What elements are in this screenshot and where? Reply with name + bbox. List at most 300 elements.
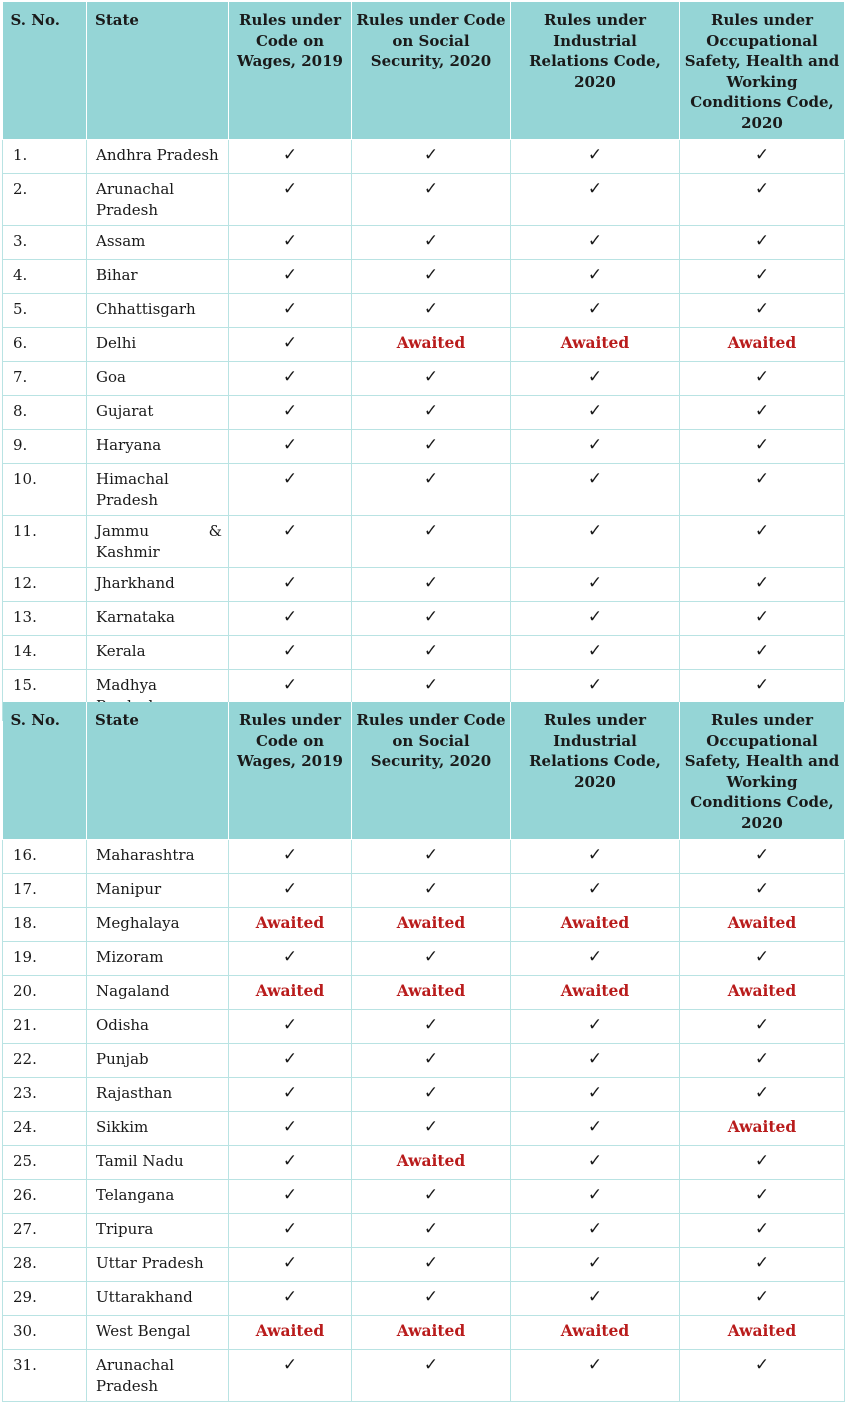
wages-status-cell bbox=[229, 328, 352, 362]
osh-status-cell bbox=[680, 1078, 845, 1112]
social-security-status-cell bbox=[352, 602, 511, 636]
table-row bbox=[3, 1316, 845, 1350]
checkmark-icon: ✓ bbox=[754, 947, 770, 967]
checkmark-icon: ✓ bbox=[587, 469, 603, 489]
osh-status-cell bbox=[680, 464, 845, 516]
osh-status-cell bbox=[680, 396, 845, 430]
table-row bbox=[3, 516, 845, 568]
checkmark-icon: ✓ bbox=[423, 573, 439, 593]
checkmark-icon: ✓ bbox=[282, 1185, 298, 1205]
wages-status-cell bbox=[229, 140, 352, 174]
industrial-relations-status-cell bbox=[511, 1010, 680, 1044]
industrial-relations-status-cell bbox=[511, 1350, 680, 1402]
serial-number-cell: 4. bbox=[3, 260, 87, 294]
table-row bbox=[3, 1112, 845, 1146]
wages-status-cell bbox=[229, 464, 352, 516]
serial-number-cell: 3. bbox=[3, 226, 87, 260]
industrial-relations-status-cell bbox=[511, 174, 680, 226]
checkmark-icon: ✓ bbox=[282, 573, 298, 593]
checkmark-icon: ✓ bbox=[423, 1287, 439, 1307]
table-row bbox=[3, 874, 845, 908]
osh-status-cell bbox=[680, 362, 845, 396]
osh-status-cell bbox=[680, 140, 845, 174]
wages-status-cell bbox=[229, 874, 352, 908]
state-name-cell: Rajasthan bbox=[87, 1078, 229, 1112]
industrial-relations-status-cell bbox=[511, 1146, 680, 1180]
awaited-status: Awaited bbox=[396, 981, 466, 1000]
table-row bbox=[3, 636, 845, 670]
checkmark-icon: ✓ bbox=[587, 879, 603, 899]
state-name-cell: Maharashtra bbox=[87, 840, 229, 874]
checkmark-icon: ✓ bbox=[587, 1253, 603, 1273]
checkmark-icon: ✓ bbox=[282, 1151, 298, 1171]
state-name-cell: Nagaland bbox=[87, 976, 229, 1010]
state-name-cell: Jammu & Kashmir bbox=[87, 516, 229, 568]
industrial-relations-status-cell bbox=[511, 908, 680, 942]
state-name-cell: Meghalaya bbox=[87, 908, 229, 942]
state-name-cell: Madhya bbox=[87, 670, 229, 721]
wages-status-cell bbox=[229, 396, 352, 430]
wages-status-cell bbox=[229, 568, 352, 602]
checkmark-icon: ✓ bbox=[587, 435, 603, 455]
industrial-relations-status-cell bbox=[511, 874, 680, 908]
osh-status-cell bbox=[680, 1112, 845, 1146]
checkmark-icon: ✓ bbox=[587, 1151, 603, 1171]
industrial-relations-status-cell bbox=[511, 294, 680, 328]
checkmark-icon: ✓ bbox=[754, 1355, 770, 1375]
osh-status-cell bbox=[680, 226, 845, 260]
industrial-relations-status-cell bbox=[511, 1112, 680, 1146]
social-security-status-cell bbox=[352, 942, 511, 976]
checkmark-icon: ✓ bbox=[423, 1355, 439, 1375]
serial-number-cell: 18. bbox=[3, 908, 87, 942]
awaited-status: Awaited bbox=[727, 913, 797, 932]
state-name-cell: Kerala bbox=[87, 636, 229, 670]
table-row bbox=[3, 464, 845, 516]
table-header-row bbox=[3, 2, 845, 140]
state-name-cell: Bihar bbox=[87, 260, 229, 294]
checkmark-icon: ✓ bbox=[282, 1219, 298, 1239]
header-industrial-relations: Rules under Industrial Relations Code, 2020 bbox=[511, 2, 680, 140]
awaited-status: Awaited bbox=[396, 1321, 466, 1340]
checkmark-icon: ✓ bbox=[423, 521, 439, 541]
wages-status-cell bbox=[229, 1350, 352, 1402]
serial-number-cell: 15. bbox=[3, 670, 87, 721]
serial-number-cell: 24. bbox=[3, 1112, 87, 1146]
awaited-status: Awaited bbox=[727, 981, 797, 1000]
table-row bbox=[3, 362, 845, 396]
wages-status-cell bbox=[229, 636, 352, 670]
industrial-relations-status-cell bbox=[511, 396, 680, 430]
table-row bbox=[3, 942, 845, 976]
checkmark-icon: ✓ bbox=[282, 299, 298, 319]
wages-status-cell bbox=[229, 362, 352, 396]
serial-number-cell: 13. bbox=[3, 602, 87, 636]
table-row bbox=[3, 1350, 845, 1402]
checkmark-icon: ✓ bbox=[587, 845, 603, 865]
table-row bbox=[3, 1248, 845, 1282]
osh-status-cell bbox=[680, 874, 845, 908]
industrial-relations-status-cell bbox=[511, 1044, 680, 1078]
social-security-status-cell bbox=[352, 840, 511, 874]
social-security-status-cell bbox=[352, 874, 511, 908]
checkmark-icon: ✓ bbox=[587, 145, 603, 165]
checkmark-icon: ✓ bbox=[282, 367, 298, 387]
wages-status-cell bbox=[229, 294, 352, 328]
social-security-status-cell bbox=[352, 260, 511, 294]
industrial-relations-status-cell bbox=[511, 1248, 680, 1282]
table-row bbox=[3, 602, 845, 636]
osh-status-cell bbox=[680, 908, 845, 942]
header-osh: Rules under Occupational Safety, Health and Working Conditions Code, 2020 bbox=[680, 2, 845, 140]
checkmark-icon: ✓ bbox=[754, 521, 770, 541]
serial-number-cell: 9. bbox=[3, 430, 87, 464]
checkmark-icon: ✓ bbox=[754, 299, 770, 319]
awaited-status: Awaited bbox=[727, 1321, 797, 1340]
state-name-cell: Goa bbox=[87, 362, 229, 396]
checkmark-icon: ✓ bbox=[587, 1117, 603, 1137]
checkmark-icon: ✓ bbox=[587, 675, 603, 695]
wages-status-cell bbox=[229, 226, 352, 260]
wages-status-cell bbox=[229, 1044, 352, 1078]
checkmark-icon: ✓ bbox=[587, 1287, 603, 1307]
checkmark-icon: ✓ bbox=[282, 1015, 298, 1035]
industrial-relations-status-cell bbox=[511, 568, 680, 602]
awaited-status: Awaited bbox=[727, 333, 797, 352]
wages-status-cell bbox=[229, 1214, 352, 1248]
osh-status-cell bbox=[680, 1214, 845, 1248]
header-sno: S. No. bbox=[3, 2, 87, 140]
checkmark-icon: ✓ bbox=[587, 573, 603, 593]
checkmark-icon: ✓ bbox=[423, 1219, 439, 1239]
checkmark-icon: ✓ bbox=[587, 231, 603, 251]
checkmark-icon: ✓ bbox=[282, 607, 298, 627]
checkmark-icon: ✓ bbox=[754, 265, 770, 285]
table-body-part-2 bbox=[3, 840, 845, 1402]
industrial-relations-status-cell bbox=[511, 260, 680, 294]
table-row bbox=[3, 976, 845, 1010]
wages-status-cell bbox=[229, 840, 352, 874]
state-name-cell: Chhattisgarh bbox=[87, 294, 229, 328]
state-name-cell: Assam bbox=[87, 226, 229, 260]
osh-status-cell bbox=[680, 1282, 845, 1316]
osh-status-cell bbox=[680, 942, 845, 976]
social-security-status-cell bbox=[352, 294, 511, 328]
checkmark-icon: ✓ bbox=[587, 265, 603, 285]
serial-number-cell: 20. bbox=[3, 976, 87, 1010]
serial-number-cell: 17. bbox=[3, 874, 87, 908]
checkmark-icon: ✓ bbox=[282, 469, 298, 489]
checkmark-icon: ✓ bbox=[754, 1015, 770, 1035]
awaited-status: Awaited bbox=[255, 913, 325, 932]
social-security-status-cell bbox=[352, 1248, 511, 1282]
social-security-status-cell bbox=[352, 568, 511, 602]
wages-status-cell bbox=[229, 1180, 352, 1214]
industrial-relations-status-cell bbox=[511, 1282, 680, 1316]
wages-status-cell bbox=[229, 908, 352, 942]
state-name-cell: Mizoram bbox=[87, 942, 229, 976]
state-name-cell: Uttarakhand bbox=[87, 1282, 229, 1316]
social-security-status-cell bbox=[352, 430, 511, 464]
serial-number-cell: 11. bbox=[3, 516, 87, 568]
serial-number-cell: 25. bbox=[3, 1146, 87, 1180]
checkmark-icon: ✓ bbox=[587, 521, 603, 541]
industrial-relations-status-cell bbox=[511, 516, 680, 568]
serial-number-cell: 31. bbox=[3, 1350, 87, 1402]
checkmark-icon: ✓ bbox=[423, 879, 439, 899]
osh-status-cell bbox=[680, 568, 845, 602]
checkmark-icon: ✓ bbox=[282, 879, 298, 899]
serial-number-cell: 1. bbox=[3, 140, 87, 174]
osh-status-cell bbox=[680, 1316, 845, 1350]
checkmark-icon: ✓ bbox=[754, 573, 770, 593]
state-name-cell: Jharkhand bbox=[87, 568, 229, 602]
checkmark-icon: ✓ bbox=[423, 1253, 439, 1273]
checkmark-icon: ✓ bbox=[423, 1185, 439, 1205]
checkmark-icon: ✓ bbox=[282, 401, 298, 421]
checkmark-icon: ✓ bbox=[423, 299, 439, 319]
osh-status-cell bbox=[680, 976, 845, 1010]
wages-status-cell bbox=[229, 430, 352, 464]
checkmark-icon: ✓ bbox=[423, 179, 439, 199]
checkmark-icon: ✓ bbox=[423, 435, 439, 455]
social-security-status-cell bbox=[352, 362, 511, 396]
header-state: State bbox=[87, 2, 229, 140]
social-security-status-cell bbox=[352, 1078, 511, 1112]
social-security-status-cell bbox=[352, 464, 511, 516]
industrial-relations-status-cell bbox=[511, 1180, 680, 1214]
checkmark-icon: ✓ bbox=[754, 179, 770, 199]
social-security-status-cell bbox=[352, 1010, 511, 1044]
checkmark-icon: ✓ bbox=[423, 947, 439, 967]
checkmark-icon: ✓ bbox=[423, 367, 439, 387]
social-security-status-cell bbox=[352, 636, 511, 670]
osh-status-cell bbox=[680, 328, 845, 362]
table-row bbox=[3, 1010, 845, 1044]
industrial-relations-status-cell bbox=[511, 328, 680, 362]
serial-number-cell: 5. bbox=[3, 294, 87, 328]
header-social-security: Rules under Code on Social Security, 2020 bbox=[352, 2, 511, 140]
checkmark-icon: ✓ bbox=[282, 265, 298, 285]
osh-status-cell bbox=[680, 602, 845, 636]
social-security-status-cell bbox=[352, 1350, 511, 1402]
industrial-relations-status-cell bbox=[511, 1316, 680, 1350]
checkmark-icon: ✓ bbox=[754, 145, 770, 165]
wages-status-cell bbox=[229, 1282, 352, 1316]
table-row bbox=[3, 260, 845, 294]
checkmark-icon: ✓ bbox=[587, 641, 603, 661]
table-row bbox=[3, 908, 845, 942]
state-name-cell: Arunachal Pradesh bbox=[87, 1350, 229, 1402]
serial-number-cell: 8. bbox=[3, 396, 87, 430]
checkmark-icon: ✓ bbox=[754, 845, 770, 865]
table-row bbox=[3, 1214, 845, 1248]
checkmark-icon: ✓ bbox=[587, 367, 603, 387]
serial-number-cell: 28. bbox=[3, 1248, 87, 1282]
checkmark-icon: ✓ bbox=[754, 879, 770, 899]
awaited-status: Awaited bbox=[560, 913, 630, 932]
social-security-status-cell bbox=[352, 1112, 511, 1146]
table-row bbox=[3, 174, 845, 226]
serial-number-cell: 6. bbox=[3, 328, 87, 362]
wages-status-cell bbox=[229, 1010, 352, 1044]
checkmark-icon: ✓ bbox=[587, 299, 603, 319]
state-name-cell: Gujarat bbox=[87, 396, 229, 430]
checkmark-icon: ✓ bbox=[754, 401, 770, 421]
osh-status-cell bbox=[680, 1350, 845, 1402]
industrial-relations-status-cell bbox=[511, 1078, 680, 1112]
table-row bbox=[3, 1146, 845, 1180]
checkmark-icon: ✓ bbox=[282, 641, 298, 661]
serial-number-cell: 16. bbox=[3, 840, 87, 874]
checkmark-icon: ✓ bbox=[587, 1355, 603, 1375]
serial-number-cell: 7. bbox=[3, 362, 87, 396]
checkmark-icon: ✓ bbox=[754, 367, 770, 387]
industrial-relations-status-cell bbox=[511, 362, 680, 396]
serial-number-cell: 22. bbox=[3, 1044, 87, 1078]
checkmark-icon: ✓ bbox=[754, 435, 770, 455]
checkmark-icon: ✓ bbox=[423, 1015, 439, 1035]
checkmark-icon: ✓ bbox=[282, 1083, 298, 1103]
rules-status-table-part-1 bbox=[2, 2, 845, 721]
checkmark-icon: ✓ bbox=[282, 333, 298, 353]
serial-number-cell: 29. bbox=[3, 1282, 87, 1316]
wages-status-cell bbox=[229, 1316, 352, 1350]
social-security-status-cell bbox=[352, 516, 511, 568]
checkmark-icon: ✓ bbox=[423, 1083, 439, 1103]
checkmark-icon: ✓ bbox=[754, 469, 770, 489]
checkmark-icon: ✓ bbox=[423, 845, 439, 865]
social-security-status-cell bbox=[352, 226, 511, 260]
state-name-cell: Karnataka bbox=[87, 602, 229, 636]
state-name-cell: Himachal Pradesh bbox=[87, 464, 229, 516]
serial-number-cell: 2. bbox=[3, 174, 87, 226]
state-name-cell: Haryana bbox=[87, 430, 229, 464]
wages-status-cell bbox=[229, 174, 352, 226]
state-name-cell: Andhra Pradesh bbox=[87, 140, 229, 174]
wages-status-cell bbox=[229, 1112, 352, 1146]
osh-status-cell bbox=[680, 1044, 845, 1078]
checkmark-icon: ✓ bbox=[754, 1151, 770, 1171]
table-row bbox=[3, 1282, 845, 1316]
social-security-status-cell bbox=[352, 1180, 511, 1214]
table-row bbox=[3, 568, 845, 602]
checkmark-icon: ✓ bbox=[423, 675, 439, 695]
table-row bbox=[3, 430, 845, 464]
checkmark-icon: ✓ bbox=[754, 1219, 770, 1239]
checkmark-icon: ✓ bbox=[754, 641, 770, 661]
checkmark-icon: ✓ bbox=[423, 607, 439, 627]
serial-number-cell: 14. bbox=[3, 636, 87, 670]
social-security-status-cell bbox=[352, 140, 511, 174]
awaited-status: Awaited bbox=[560, 333, 630, 352]
checkmark-icon: ✓ bbox=[423, 401, 439, 421]
checkmark-icon: ✓ bbox=[282, 435, 298, 455]
checkmark-icon: ✓ bbox=[754, 231, 770, 251]
osh-status-cell bbox=[680, 1010, 845, 1044]
osh-status-cell bbox=[680, 260, 845, 294]
industrial-relations-status-cell bbox=[511, 430, 680, 464]
checkmark-icon: ✓ bbox=[282, 1117, 298, 1137]
checkmark-icon: ✓ bbox=[282, 231, 298, 251]
checkmark-icon: ✓ bbox=[754, 1253, 770, 1273]
social-security-status-cell bbox=[352, 1282, 511, 1316]
table-row bbox=[3, 1078, 845, 1112]
table-body-part-1 bbox=[3, 140, 845, 721]
industrial-relations-status-cell bbox=[511, 942, 680, 976]
state-name-cell: West Bengal bbox=[87, 1316, 229, 1350]
header-wages: Rules under Code on Wages, 2019 bbox=[229, 702, 352, 840]
osh-status-cell bbox=[680, 516, 845, 568]
awaited-status: Awaited bbox=[396, 1151, 466, 1170]
industrial-relations-status-cell bbox=[511, 840, 680, 874]
checkmark-icon: ✓ bbox=[587, 1015, 603, 1035]
checkmark-icon: ✓ bbox=[423, 231, 439, 251]
social-security-status-cell bbox=[352, 1044, 511, 1078]
wages-status-cell bbox=[229, 942, 352, 976]
table-row bbox=[3, 840, 845, 874]
serial-number-cell: 30. bbox=[3, 1316, 87, 1350]
table-row bbox=[3, 1044, 845, 1078]
checkmark-icon: ✓ bbox=[282, 1355, 298, 1375]
awaited-status: Awaited bbox=[396, 333, 466, 352]
social-security-status-cell bbox=[352, 174, 511, 226]
header-osh: Rules under Occupational Safety, Health and Working Conditions Code, 2020 bbox=[680, 702, 845, 840]
wages-status-cell bbox=[229, 1248, 352, 1282]
industrial-relations-status-cell bbox=[511, 1214, 680, 1248]
checkmark-icon: ✓ bbox=[423, 145, 439, 165]
state-name-cell: Manipur bbox=[87, 874, 229, 908]
table-row bbox=[3, 294, 845, 328]
header-state: State bbox=[87, 702, 229, 840]
industrial-relations-status-cell bbox=[511, 602, 680, 636]
checkmark-icon: ✓ bbox=[587, 1185, 603, 1205]
checkmark-icon: ✓ bbox=[282, 521, 298, 541]
checkmark-icon: ✓ bbox=[423, 265, 439, 285]
checkmark-icon: ✓ bbox=[587, 401, 603, 421]
header-social-security: Rules under Code on Social Security, 2020 bbox=[352, 702, 511, 840]
header-industrial-relations: Rules under Industrial Relations Code, 2020 bbox=[511, 702, 680, 840]
social-security-status-cell bbox=[352, 1146, 511, 1180]
state-name-cell: Sikkim bbox=[87, 1112, 229, 1146]
table-row bbox=[3, 396, 845, 430]
checkmark-icon: ✓ bbox=[282, 1287, 298, 1307]
wages-status-cell bbox=[229, 516, 352, 568]
social-security-status-cell bbox=[352, 1316, 511, 1350]
checkmark-icon: ✓ bbox=[282, 145, 298, 165]
checkmark-icon: ✓ bbox=[754, 675, 770, 695]
serial-number-cell: 26. bbox=[3, 1180, 87, 1214]
state-name-cell: Uttar Pradesh bbox=[87, 1248, 229, 1282]
awaited-status: Awaited bbox=[727, 1117, 797, 1136]
osh-status-cell bbox=[680, 1248, 845, 1282]
osh-status-cell bbox=[680, 1180, 845, 1214]
checkmark-icon: ✓ bbox=[754, 607, 770, 627]
checkmark-icon: ✓ bbox=[587, 1049, 603, 1069]
social-security-status-cell bbox=[352, 976, 511, 1010]
wages-status-cell bbox=[229, 602, 352, 636]
checkmark-icon: ✓ bbox=[754, 1049, 770, 1069]
serial-number-cell: 12. bbox=[3, 568, 87, 602]
industrial-relations-status-cell bbox=[511, 226, 680, 260]
serial-number-cell: 27. bbox=[3, 1214, 87, 1248]
checkmark-icon: ✓ bbox=[282, 845, 298, 865]
state-name-cell: Odisha bbox=[87, 1010, 229, 1044]
awaited-status: Awaited bbox=[560, 981, 630, 1000]
state-name-cell: Tamil Nadu bbox=[87, 1146, 229, 1180]
wages-status-cell bbox=[229, 976, 352, 1010]
checkmark-icon: ✓ bbox=[587, 1219, 603, 1239]
